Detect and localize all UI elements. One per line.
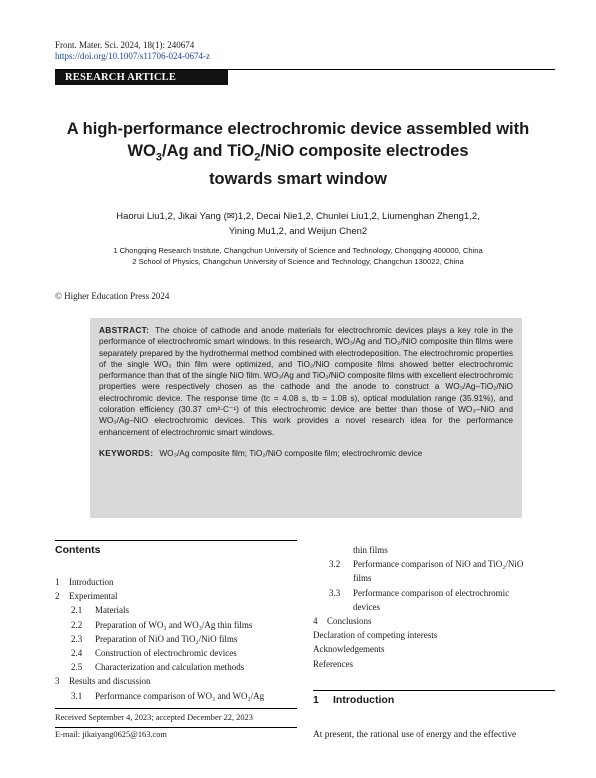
toc-item-number: 2.4 — [71, 648, 83, 659]
toc-item[interactable] — [313, 600, 563, 614]
toc-item[interactable] — [55, 589, 300, 603]
toc-item-number: 4 — [313, 616, 318, 627]
journal-citation: Front. Mater. Sci. 2024, 18(1): 240674 — [55, 40, 195, 50]
toc-item[interactable] — [313, 557, 563, 571]
toc-item-label: Performance comparison of WO₃ and WO₃/Ag — [95, 690, 265, 701]
toc-item-number: 3 — [55, 676, 60, 687]
contents-rule — [55, 540, 297, 541]
toc-item-number: 3.3 — [329, 587, 341, 598]
toc-item-number: 2.2 — [71, 619, 83, 630]
article-type-banner: RESEARCH ARTICLE — [55, 70, 228, 85]
toc-item[interactable] — [55, 689, 300, 703]
toc-item-number: 3.1 — [71, 690, 83, 701]
toc-item-label: Experimental — [69, 591, 118, 602]
toc-item[interactable] — [313, 586, 563, 600]
toc-item[interactable] — [313, 543, 563, 557]
authors-line-1: Haorui Liu1,2, Jikai Yang (✉)1,2, Decai Nie1,2, Chunlei Liu1,2, Liumenghan Zheng1,2, — [116, 211, 480, 222]
toc-item-label: films — [353, 573, 372, 584]
affiliation-1: 1 Chongqing Research Institute, Changchun University of Science and Technology, Chongqing 400000, China — [113, 246, 483, 255]
toc-item-number: 2.5 — [71, 662, 83, 673]
toc-item-label: Acknowledgements — [313, 644, 385, 655]
toc-item-label: References — [313, 658, 353, 669]
title-line-1: A high-performance electrochromic device assembled with — [66, 120, 530, 138]
toc-item[interactable] — [55, 618, 300, 632]
toc-item-label: thin films — [353, 545, 388, 555]
toc-item-number: 1 — [55, 577, 60, 587]
toc-item-label: Characterization and calculation methods — [95, 662, 245, 673]
abstract-text: The choice of cathode and anode materials for electrochromic devices plays a key role in the performance of electrochromic smart windows. In this research, WO₃/Ag and TiO₂/NiO composite thin films were separately prepared by the hydrothermal method combined with electrodeposition. The electrochromic properties of the single WO₃ thin film were optimized, and TiO₂/NiO composite films showed better electrochromic performance than that of the single NiO film. WO₃/Ag and TiO₂/NiO composite films with excellent electrochromic properties were respectively chosen as the cathode and the anode to construct a WO₃/Ag–TiO₂/NiO electrochromic device. The response time (tc = 4.08 s, tb = 1.08 s), optical modulation range (35.91%), and coloration efficiency (30.37 cm²·C⁻¹) of this electrochromic device are better than those of WO₃–NiO and WO₃/Ag–NiO electrochromic devices. This work provides a novel research idea for the performance enhancement of electrochromic smart windows. — [99, 325, 513, 437]
toc-item[interactable] — [55, 660, 300, 674]
article-title — [40, 118, 556, 190]
toc-item-number: 3.2 — [329, 559, 341, 570]
abstract-box — [90, 318, 522, 518]
copyright-notice: © Higher Education Press 2024 — [55, 291, 170, 301]
author-list — [60, 209, 536, 239]
toc-left-column — [55, 575, 300, 703]
toc-right-column — [313, 543, 563, 671]
abstract — [99, 325, 513, 438]
intro-number: 1 — [313, 694, 319, 706]
toc-item[interactable] — [55, 632, 300, 646]
toc-item[interactable] — [313, 614, 563, 628]
toc-item[interactable] — [55, 603, 300, 617]
toc-item[interactable] — [313, 642, 563, 656]
title-line-3: towards smart window — [209, 170, 387, 189]
toc-item-number: 2.1 — [71, 605, 83, 616]
intro-title: Introduction — [333, 694, 395, 706]
intro-first-line: At present, the rational use of energy and the effective — [313, 730, 517, 740]
toc-item[interactable] — [313, 571, 563, 585]
affiliation-2: 2 School of Physics, Changchun University of Science and Technology, Changchun 130022, China — [132, 257, 464, 266]
keywords-label: KEYWORDS: — [99, 447, 154, 458]
affiliations — [60, 245, 536, 267]
doi-link[interactable]: https://doi.org/10.1007/s11706-024-0674-z — [55, 51, 210, 61]
toc-item-label: Preparation of NiO and TiO₂/NiO films — [95, 633, 238, 644]
toc-item-label: Conclusions — [327, 616, 372, 627]
keywords-text: WO₃/Ag composite film; TiO₂/NiO composite film; electrochromic device — [159, 447, 423, 458]
toc-item-label: Performance comparison of NiO and TiO₂/NiO — [353, 559, 524, 570]
title-line-2: $WO_3/Ag$ and TiO$_2$/NiO composite electrodes — [127, 142, 469, 164]
toc-item[interactable] — [55, 674, 300, 688]
authors-line-2: Yining Mu1,2, and Weijun Chen2 — [228, 226, 368, 237]
toc-item[interactable] — [55, 575, 300, 589]
toc-item-label: Results and discussion — [69, 676, 151, 687]
toc-item-label: Materials — [95, 605, 129, 616]
toc-item[interactable] — [313, 628, 563, 642]
abstract-label: ABSTRACT: — [99, 325, 150, 335]
intro-heading — [313, 694, 394, 706]
footer-rule — [55, 708, 297, 709]
toc-item-label: Construction of electrochromic devices — [95, 648, 237, 659]
toc-item-number: 2 — [55, 591, 60, 602]
toc-item-label: devices — [353, 601, 380, 612]
toc-item-number: 2.3 — [71, 633, 83, 644]
toc-item-label: Preparation of WO₃ and WO₃/Ag thin films — [95, 619, 253, 630]
corresponding-email: E-mail: jikaiyang0625@163.com — [55, 730, 167, 739]
received-dates: Received September 4, 2023; accepted December 22, 2023 — [55, 713, 253, 722]
intro-rule — [313, 690, 555, 691]
keywords — [99, 448, 513, 459]
toc-item-label: Performance comparison of electrochromic — [353, 587, 510, 598]
footer-rule-2 — [55, 727, 297, 728]
toc-item-label: Introduction — [69, 577, 114, 587]
toc-item[interactable] — [313, 657, 563, 671]
toc-item[interactable] — [55, 646, 300, 660]
contents-heading: Contents — [55, 544, 101, 556]
toc-item-label: Declaration of competing interests — [313, 630, 438, 641]
